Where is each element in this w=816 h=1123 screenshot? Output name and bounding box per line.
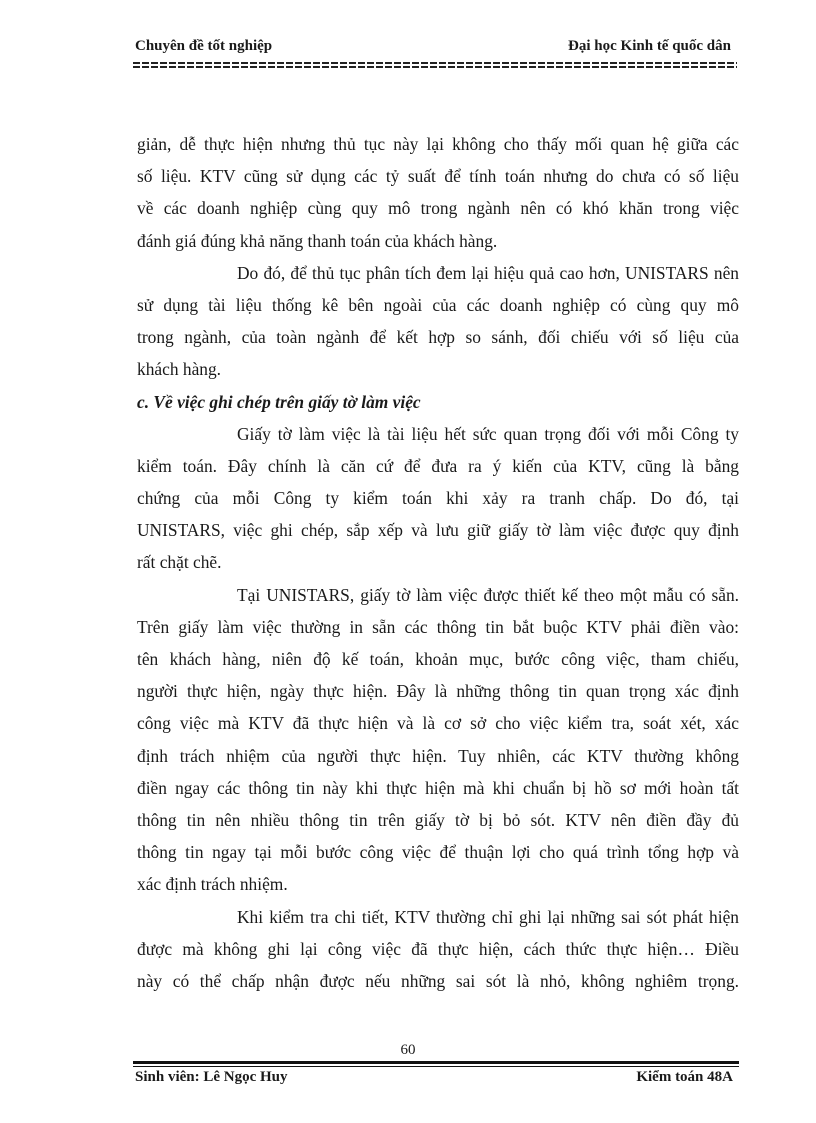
text-line: về các doanh nghiệp cùng quy mô trong ngành nên có khó khăn trong việc bbox=[137, 198, 739, 219]
text-line: UNISTARS, việc ghi chép, sắp xếp và lưu giữ giấy tờ làm việc được quy định bbox=[137, 520, 739, 541]
text-line: thông tin ngay tại mỗi bước công việc để thuận lợi cho quá trình tổng hợp và bbox=[137, 842, 739, 863]
header-document-type: Chuyên đề tốt nghiệp bbox=[135, 38, 273, 54]
footer-class: Kiểm toán 48A bbox=[636, 1069, 733, 1085]
section-heading: c. Về việc ghi chép trên giấy tờ làm việc bbox=[137, 391, 421, 412]
text-line: định trách nhiệm của người thực hiện. Tuy nhiên, các KTV thường không bbox=[137, 745, 739, 766]
text-line: số liệu. KTV cũng sử dụng các tỷ suất để tính toán nhưng do chưa có số liệu bbox=[137, 166, 739, 187]
footer-rule-thin bbox=[133, 1066, 739, 1067]
body-text bbox=[137, 128, 739, 997]
text-line: Tại UNISTARS, giấy tờ làm việc được thiết kế theo một mẫu có sẵn. bbox=[237, 584, 739, 605]
text-line: giản, dễ thực hiện nhưng thủ tục này lại không cho thấy mối quan hệ giữa các bbox=[137, 134, 739, 154]
text-line: rất chặt chẽ. bbox=[137, 552, 222, 573]
header-university: Đại học Kinh tế quốc dân bbox=[568, 38, 731, 54]
text-line: tên khách hàng, niên độ kế toán, khoản mục, bước công việc, tham chiếu, bbox=[137, 649, 739, 669]
text-line: Do đó, để thủ tục phân tích đem lại hiệu quả cao hơn, UNISTARS nên bbox=[237, 262, 739, 283]
text-line: thông tin nên nhiều thông tin trên giấy tờ bị bỏ sót. KTV nên điền đầy đủ bbox=[137, 809, 739, 830]
text-line: chứng của mỗi Công ty kiểm toán khi xảy ra tranh chấp. Do đó, tại bbox=[137, 488, 739, 509]
page-number: 60 bbox=[400, 1042, 416, 1058]
page-footer bbox=[133, 1069, 737, 1089]
text-line: Giấy tờ làm việc là tài liệu hết sức quan trọng đối với mỗi Công ty bbox=[237, 423, 739, 444]
footer-double-rule bbox=[133, 1061, 739, 1067]
text-line: này có thể chấp nhận được nếu những sai sót là nhỏ, không nghiêm trọng. bbox=[137, 970, 739, 991]
text-line: công việc mà KTV đã thực hiện và là cơ sở cho việc kiểm tra, soát xét, xác bbox=[137, 713, 739, 734]
page-header bbox=[133, 38, 737, 58]
text-line: khách hàng. bbox=[137, 359, 222, 380]
text-line: sử dụng tài liệu thống kê bên ngoài của các doanh nghiệp có cùng quy mô bbox=[137, 294, 739, 315]
text-line: điền ngay các thông tin này khi thực hiện mà khi chuẩn bị hồ sơ mới hoàn tất bbox=[137, 777, 739, 798]
text-line: đánh giá đúng khả năng thanh toán của khách hàng. bbox=[137, 230, 498, 251]
text-line: người thực hiện, ngày thực hiện. Đây là những thông tin quan trọng xác định bbox=[137, 681, 739, 702]
header-double-dashed-rule bbox=[133, 61, 737, 70]
footer-student-name: Sinh viên: Lê Ngọc Huy bbox=[135, 1069, 288, 1085]
text-line: được mà không ghi lại công việc đã thực hiện, cách thức thực hiện… Điều bbox=[137, 938, 739, 959]
text-line: xác định trách nhiệm. bbox=[137, 874, 288, 895]
text-line: Khi kiểm tra chi tiết, KTV thường chỉ ghi lại những sai sót phát hiện bbox=[237, 906, 739, 927]
text-line: Trên giấy làm việc thường in sẵn các thông tin bắt buộc KTV phải điền vào: bbox=[137, 616, 739, 637]
text-line: kiểm toán. Đây chính là căn cứ để đưa ra ý kiến của KTV, cũng là bằng bbox=[137, 455, 739, 476]
footer-rule-thick bbox=[133, 1061, 739, 1064]
text-line: trong ngành, của toàn ngành để kết hợp so sánh, đối chiếu với số liệu của bbox=[137, 327, 739, 348]
